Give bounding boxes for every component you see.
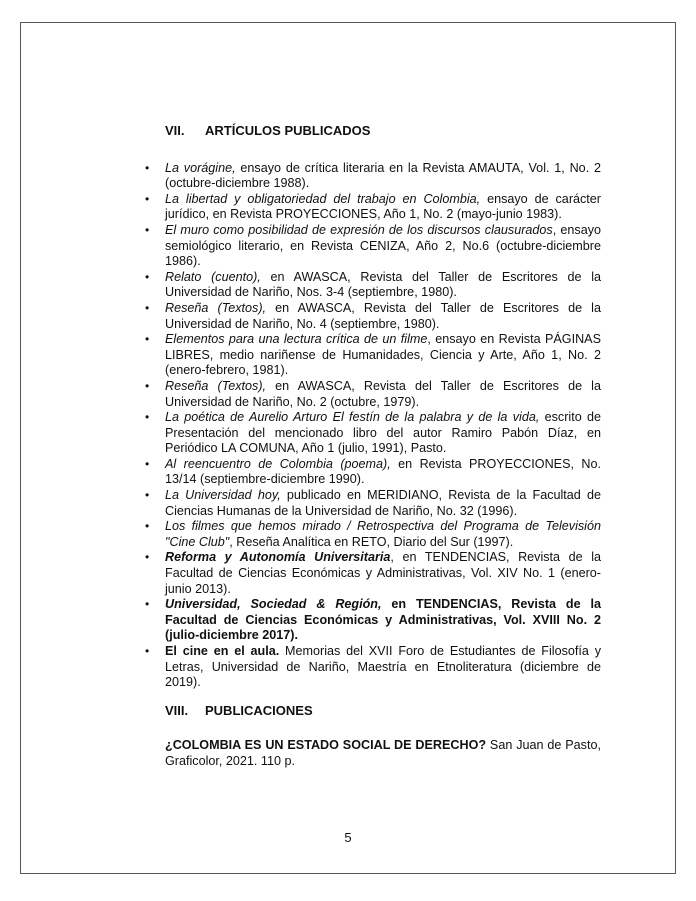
bullet: •: [145, 410, 150, 425]
article-details: , ensayo semiológico literario, en Revista CENIZA, Año 2, No.6 (octubre-diciembre 1986).: [165, 222, 601, 269]
article-item-8: [145, 410, 601, 457]
section-heading-vii: [165, 123, 601, 139]
article-title: Reforma y Autonomía Universitaria: [165, 550, 391, 565]
section-title: PUBLICACIONES: [205, 702, 313, 718]
section-heading-viii: [165, 703, 601, 719]
article-title: Universidad, Sociedad & Región,: [165, 597, 382, 612]
publication-title: ¿COLOMBIA ES UN ESTADO SOCIAL DE DERECHO?: [165, 738, 487, 753]
article-details: en AWASCA, Revista del Taller de Escritores de la Universidad de Nariño, No. 4 (septiembre, 1980).: [165, 300, 601, 331]
section-number: VIII.: [165, 702, 189, 718]
article-details: ensayo de crítica literaria en la Revista AMAUTA, Vol. 1, No. 2 (octubre-diciembre 1988).: [165, 160, 601, 191]
article-details: publicado en MERIDIANO, Revista de la Facultad de Ciencias Humanas de la Universidad de Nariño, No. 32 (1996).: [165, 488, 601, 518]
bullet: •: [145, 332, 150, 347]
article-item-5: [145, 300, 601, 332]
article-item-7: [145, 378, 601, 410]
article-title: La libertad y obligatoriedad del trabajo en Colombia,: [165, 191, 481, 206]
article-title: Reseña (Textos),: [165, 300, 267, 315]
article-item-10: [145, 488, 601, 519]
bullet: •: [145, 456, 150, 471]
publication-entry: [165, 738, 601, 769]
article-details: escrito de Presentación del mencionado libro del autor Ramiro Pabón Díaz, en Periódico LA COMUNA, Año 1 (julio, 1991), Pasto.: [165, 410, 601, 456]
bullet: •: [145, 597, 150, 612]
article-item-4: [145, 269, 601, 301]
bullet: •: [145, 191, 150, 206]
article-item-3: [145, 222, 601, 270]
article-title: El cine en el aula.: [165, 644, 280, 658]
article-title: La Universidad hoy,: [165, 488, 281, 503]
article-item-13: [145, 597, 602, 644]
article-details: ensayo de carácter jurídico, en Revista PROYECCIONES, Año 1, No. 2 (mayo-junio 1983).: [165, 191, 602, 222]
article-title: Al reencuentro de Colombia (poema),: [165, 456, 391, 471]
bullet: •: [145, 488, 150, 503]
article-details: , ensayo en Revista PÁGINAS LIBRES, medio nariñense de Humanidades, Ciencia y Arte, Año 1, No. 2 (enero-febrero, 1981).: [165, 332, 601, 378]
section-title: ARTÍCULOS PUBLICADOS: [205, 123, 371, 138]
bullet: •: [145, 550, 150, 565]
article-title: Elementos para una lectura crítica de un filme: [165, 332, 428, 347]
article-title: El muro como posibilidad de expresión de los discursos clausurados: [165, 222, 553, 237]
article-details: Memorias del XVII Foro de Estudiantes de Filosofía y Letras, Universidad de Nariño, Maestría en Etnoliteratura (diciembre de 2019).: [165, 644, 601, 690]
document-body: [145, 123, 602, 782]
bullet: •: [145, 269, 150, 284]
article-title: Relato (cuento),: [165, 269, 261, 284]
article-details: en AWASCA, Revista del Taller de Escritores de la Universidad de Nariño, Nos. 3-4 (septiembre, 1980).: [165, 269, 601, 300]
bullet: •: [145, 644, 150, 658]
articles-list: [145, 160, 602, 691]
article-details: en AWASCA, Revista del Taller de Escritores de la Universidad de Nariño, No. 2 (octubre, 1979).: [165, 378, 601, 409]
article-details: en Revista PROYECCIONES, No. 13/14 (septiembre-diciembre 1990).: [165, 456, 601, 487]
bullet: •: [145, 160, 150, 175]
bullet: •: [145, 222, 150, 237]
page-number: 5: [344, 830, 352, 845]
article-item-9: [145, 456, 601, 488]
publication-details: San Juan de Pasto, Graficolor, 2021. 110 p.: [165, 738, 601, 768]
article-title: La poética de Aurelio Arturo El festín de la palabra y de la vida,: [165, 410, 540, 425]
article-title: Reseña (Textos),: [165, 378, 267, 393]
article-item-12: [145, 550, 602, 597]
article-item-6: [145, 332, 601, 379]
article-details: , Reseña Analítica en RETO, Diario del Sur (1997).: [229, 534, 514, 549]
bullet: •: [145, 378, 150, 393]
article-item-1: [145, 160, 601, 192]
article-item-11: [145, 519, 601, 550]
bullet: •: [145, 519, 150, 534]
article-item-14: [145, 644, 601, 691]
article-details: en TENDENCIAS, Revista de la Facultad de Ciencias Económicas y Administrativas, Vol. XVIII No. 2 (julio-diciembre 2017).: [165, 597, 602, 643]
article-title: Los filmes que hemos mirado / Retrospectiva del Programa de Televisión "Cine Club": [165, 519, 601, 549]
article-details: , en TENDENCIAS, Revista de la Facultad de Ciencias Económicas y Administrativas, Vol. XIV No. 1 (enero-junio 2013).: [165, 550, 602, 596]
article-title: La vorágine,: [165, 160, 236, 175]
section-number: VII.: [165, 123, 185, 138]
bullet: •: [145, 300, 150, 315]
article-item-2: [145, 191, 602, 223]
